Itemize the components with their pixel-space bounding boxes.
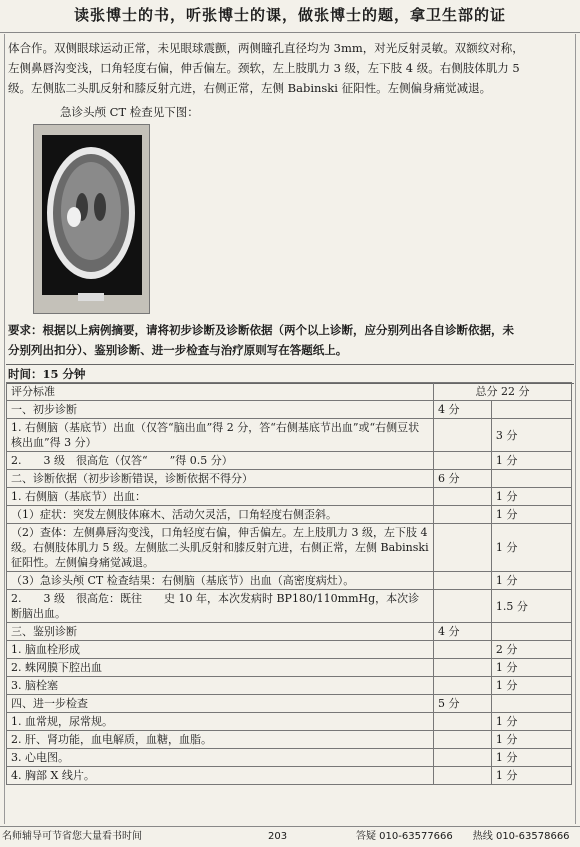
table-row xyxy=(7,767,572,785)
row-subpoints: 1 分 xyxy=(491,506,571,524)
row-desc: 3. 脑栓塞 xyxy=(7,677,434,695)
exam-time: 时间：15 分钟 xyxy=(6,364,574,384)
row-subpoints: 1 分 xyxy=(491,524,571,572)
table-row xyxy=(7,749,572,767)
row-desc: （3）急诊头颅 CT 检查结果：右侧脑（基底节）出血（高密度病灶）。 xyxy=(7,572,434,590)
row-subpoints xyxy=(491,695,571,713)
table-row xyxy=(7,623,572,641)
case-line: 体合作。双侧眼球运动正常，未见眼球震颤，两侧瞳孔直径均为 3mm，对光反射灵敏。双额纹对称， xyxy=(8,41,524,55)
table-row xyxy=(7,659,572,677)
table-row xyxy=(7,524,572,572)
row-points xyxy=(434,524,492,572)
row-points: 4 分 xyxy=(434,623,492,641)
table-row xyxy=(7,677,572,695)
table-row xyxy=(7,470,572,488)
table-row xyxy=(7,452,572,470)
row-desc: 四、进一步检查 xyxy=(7,695,434,713)
page-footer xyxy=(0,826,580,847)
row-desc: 1. 右侧脑（基底节）出血（仅答“脑出血”得 2 分，答“右侧基底节出血”或“右侧豆状核出血”得 3 分） xyxy=(7,419,434,452)
row-subpoints: 1 分 xyxy=(491,767,571,785)
row-desc: 1. 血常规，尿常规。 xyxy=(7,713,434,731)
table-row xyxy=(7,506,572,524)
row-desc: 2. 蛛网膜下腔出血 xyxy=(7,659,434,677)
row-subpoints xyxy=(491,623,571,641)
row-points xyxy=(434,641,492,659)
row-desc: 二、诊断依据（初步诊断错误，诊断依据不得分） xyxy=(7,470,434,488)
requirement-line: 分别列出扣分）、鉴别诊断、进一步检查与治疗原则写在答题纸上。 xyxy=(8,343,348,357)
row-points xyxy=(434,488,492,506)
row-desc: 三、鉴别诊断 xyxy=(7,623,434,641)
case-line: 级。左侧肱二头肌反射和膝反射亢进，右侧正常，左侧 Babinski 征阳性。左侧偏身痛觉减退。 xyxy=(8,81,492,95)
table-row xyxy=(7,713,572,731)
row-subpoints: 1 分 xyxy=(491,488,571,506)
row-desc: 2. 3 级 很高危：既往 史 10 年，本次发病时 BP180/110mmHg，本次诊断脑出血。 xyxy=(7,590,434,623)
row-desc: 一、初步诊断 xyxy=(7,401,434,419)
row-points: 5 分 xyxy=(434,695,492,713)
row-subpoints: 2 分 xyxy=(491,641,571,659)
table-row xyxy=(7,590,572,623)
case-line: 左侧鼻唇沟变浅，口角轻度右偏，伸舌偏左。颈软，左上肢肌力 3 级，左下肢 4 级。右侧肢体肌力 5 xyxy=(8,61,520,75)
row-desc: 3. 心电图。 xyxy=(7,749,434,767)
row-points xyxy=(434,506,492,524)
row-desc: 2. 肝、肾功能，血电解质，血糖，血脂。 xyxy=(7,731,434,749)
row-subpoints: 1 分 xyxy=(491,452,571,470)
head-ct-scan-image xyxy=(33,124,150,314)
table-header-label: 评分标准 xyxy=(7,383,434,401)
row-points xyxy=(434,452,492,470)
row-points: 6 分 xyxy=(434,470,492,488)
table-row xyxy=(7,401,572,419)
row-desc: 4. 胸部 X 线片。 xyxy=(7,767,434,785)
footer-slogan: 名师辅导可节省您大量看书时间 xyxy=(2,831,142,842)
page-header: 读张博士的书，听张博士的课，做张博士的题，拿卫生部的证 xyxy=(0,0,580,33)
row-points xyxy=(434,659,492,677)
table-row xyxy=(7,641,572,659)
table-row xyxy=(7,695,572,713)
row-subpoints: 3 分 xyxy=(491,419,571,452)
scoring-table xyxy=(6,382,572,785)
row-desc: （2）查体：左侧鼻唇沟变浅，口角轻度右偏，伸舌偏左。左上肢肌力 3 级，左下肢 4 级。右侧肢体肌力 5 级。左侧肱二头肌反射和膝反射亢进，右侧正常，左侧 Babinski 征阳性。左侧偏身痛觉减退。 xyxy=(7,524,434,572)
page-number: 203 xyxy=(268,831,288,842)
row-subpoints: 1 分 xyxy=(491,659,571,677)
row-desc: 1. 脑血栓形成 xyxy=(7,641,434,659)
row-points xyxy=(434,731,492,749)
row-subpoints: 1.5 分 xyxy=(491,590,571,623)
row-points xyxy=(434,713,492,731)
table-header-row xyxy=(7,383,572,401)
table-row xyxy=(7,572,572,590)
row-points xyxy=(434,590,492,623)
table-row xyxy=(7,488,572,506)
row-points: 4 分 xyxy=(434,401,492,419)
row-points xyxy=(434,749,492,767)
row-subpoints xyxy=(491,401,571,419)
row-desc: （1）症状：突发左侧肢体麻木、活动欠灵活，口角轻度右侧歪斜。 xyxy=(7,506,434,524)
row-points xyxy=(434,419,492,452)
case-summary xyxy=(8,38,568,98)
table-row xyxy=(7,419,572,452)
exam-requirement xyxy=(8,320,568,360)
row-subpoints: 1 分 xyxy=(491,713,571,731)
footer-contact: 答疑 010-63577666 热线 010-63578666 xyxy=(356,831,570,842)
row-points xyxy=(434,767,492,785)
row-subpoints: 1 分 xyxy=(491,749,571,767)
row-subpoints: 1 分 xyxy=(491,677,571,695)
row-desc: 2. 3 级 很高危（仅答“ ”得 0.5 分） xyxy=(7,452,434,470)
row-subpoints: 1 分 xyxy=(491,572,571,590)
row-subpoints: 1 分 xyxy=(491,731,571,749)
row-points xyxy=(434,572,492,590)
table-header-total: 总分 22 分 xyxy=(434,383,572,401)
row-desc: 1. 右侧脑（基底节）出血： xyxy=(7,488,434,506)
ct-caption: 急诊头颅 CT 检查见下图： xyxy=(60,105,199,119)
requirement-line: 要求：根据以上病例摘要，请将初步诊断及诊断依据（两个以上诊断，应分别列出各自诊断依据，未 xyxy=(8,323,514,337)
table-row xyxy=(7,731,572,749)
row-points xyxy=(434,677,492,695)
row-subpoints xyxy=(491,470,571,488)
